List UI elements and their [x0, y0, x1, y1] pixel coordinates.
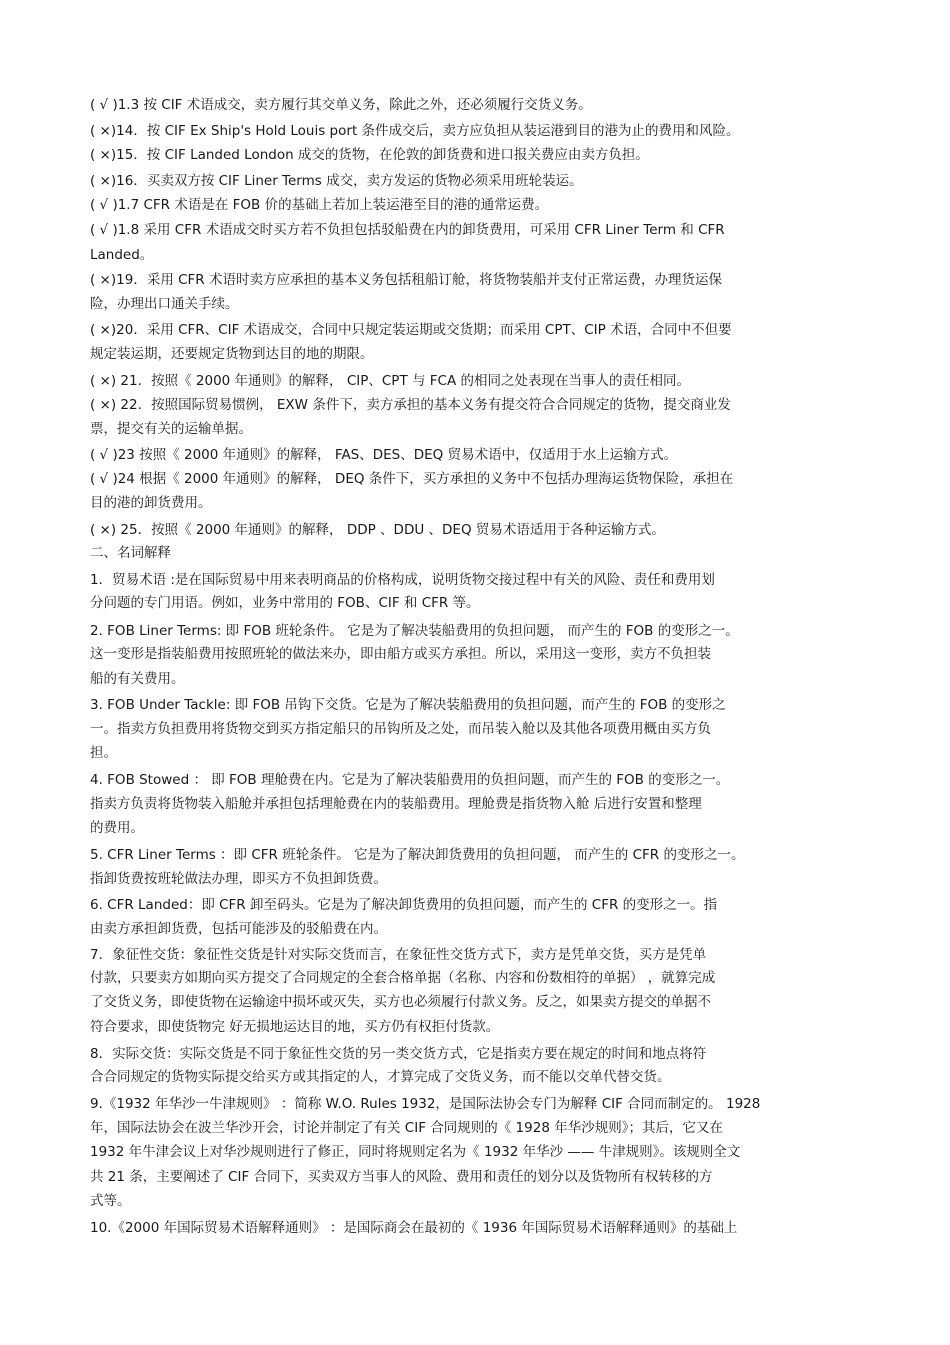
text-line: 6. CFR Landed：即 CFR 卸至码头。它是为了解决卸货费用的负担问题，而产生的 CFR 的变形之一。指 — [90, 897, 718, 913]
text-line: ( √ )1.8 采用 CFR 术语成交时买方若不负担包括驳船费在内的卸货费用，可采用 CFR Liner Term 和 CFR — [90, 222, 725, 238]
text-line: ( √ )1.3 按 CIF 术语成交，卖方履行其交单义务，除此之外，还必须履行交货义务。 — [90, 97, 592, 113]
text-line: 指卖方负责将货物装入船舱并承担包括理舱费在内的装船费用。理舱费是指货物入舱 后进行安置和整理 — [90, 796, 702, 812]
text-line: 指卸货费按班轮做法办理，即买方不负担卸货费。 — [90, 871, 387, 887]
text-line: 票，提交有关的运输单据。 — [90, 421, 252, 437]
text-line: 合合同规定的货物实际提交给买方或其指定的人，才算完成了交货义务，而不能以交单代替交货。 — [90, 1069, 671, 1085]
text-line: 这一变形是指装船费用按照班轮的做法来办，即由船方或买方承担。所以，采用这一变形，卖方不负担装 — [90, 646, 711, 662]
text-line: 一。指卖方负担费用将货物交到买方指定船只的吊钩所及之处，而吊装入舱以及其他各项费用概由买方负 — [90, 721, 711, 737]
text-line: ( √ )23 按照《 2000 年通则》的解释， FAS、DES、DEQ 贸易术语中，仅适用于水上运输方式。 — [90, 447, 678, 463]
text-line: 1932 年牛津会议上对华沙规则进行了修正，同时将规则定名为《 1932 年华沙 —— 牛津规则》。该规则全文 — [90, 1144, 741, 1160]
text-line: 了交货义务，即使货物在运输途中损坏或灭失，买方也必须履行付款义务。反之，如果卖方提交的单据不 — [90, 994, 711, 1010]
text-line: 9.《1932 年华沙一牛津规则》 ：简称 W.O. Rules 1932，是国际法协会专门为解释 CIF 合同而制定的。 1928 — [90, 1096, 761, 1112]
text-line: 8．实际交货：实际交货是不同于象征性交货的另一类交货方式，它是指卖方要在规定的时间和地点将符 — [90, 1046, 707, 1062]
text-line: ( ×) 25．按照《 2000 年通则》的解释， DDP 、DDU 、DEQ 贸易术语适用于各种运输方式。 — [90, 522, 665, 538]
text-line: 2. FOB Liner Terms: 即 FOB 班轮条件。 它是为了解决装船费用的负担问题， 而产生的 FOB 的变形之一。 — [90, 623, 739, 639]
text-line: 式等。 — [90, 1193, 131, 1209]
text-line: ( √ )24 根据《 2000 年通则》的解释， DEQ 条件下，买方承担的义务中不包括办理海运货物保险，承担在 — [90, 471, 734, 487]
text-line: 5. CFR Liner Terms ：即 CFR 班轮条件。 它是为了解决卸货费用的负担问题， 而产生的 CFR 的变形之一。 — [90, 847, 745, 863]
text-line: ( ×)16．买卖双方按 CIF Liner Terms 成交，卖方发运的货物必须采用班轮装运。 — [90, 173, 583, 189]
text-line: 4. FOB Stowed ： 即 FOB 理舱费在内。它是为了解决装船费用的负担问题，而产生的 FOB 的变形之一。 — [90, 772, 730, 788]
text-line: 10.《2000 年国际贸易术语解释通则》 ：是国际商会在最初的《 1936 年国际贸易术语解释通则》的基础上 — [90, 1220, 738, 1236]
text-line: 7．象征性交货：象征性交货是针对实际交货而言，在象征性交货方式下，卖方是凭单交货，买方是凭单 — [90, 947, 707, 963]
text-line: ( ×)14．按 CIF Ex Ship's Hold Louis port 条件成交后，卖方应负担从装运港到目的港为止的费用和风险。 — [90, 123, 740, 139]
text-line: ( √ )1.7 CFR 术语是在 FOB 价的基础上若加上装运港至目的港的通常运费。 — [90, 197, 549, 213]
text-line: ( ×)15．按 CIF Landed London 成交的货物，在伦敦的卸货费和进口报关费应由卖方负担。 — [90, 147, 649, 163]
text-line: 1．贸易术语 :是在国际贸易中用来表明商品的价格构成，说明货物交接过程中有关的风险、责任和费用划 — [90, 572, 715, 588]
text-line: ( ×) 22．按照国际贸易惯例， EXW 条件下，卖方承担的基本义务有提交符合合同规定的货物，提交商业发 — [90, 397, 731, 413]
text-line: 符合要求，即使货物完 好无损地运达目的地，买方仍有权拒付货款。 — [90, 1019, 500, 1035]
text-line: 分问题的专门用语。例如，业务中常用的 FOB、CIF 和 CFR 等。 — [90, 595, 480, 611]
text-line: 由卖方承担卸货费，包括可能涉及的驳船费在内。 — [90, 921, 387, 937]
text-line: 付款，只要卖方如期向买方提交了合同规定的全套合格单据（名称、内容和份数相符的单据） ，就算完成 — [90, 970, 716, 986]
text-line: 担。 — [90, 745, 117, 761]
text-line: ( ×)20．采用 CFR、CIF 术语成交，合同中只规定装运期或交货期；而采用 CPT、CIP 术语，合同中不但要 — [90, 322, 732, 338]
text-line: 共 21 条，主要阐述了 CIF 合同下，买卖双方当事人的风险、费用和责任的划分以及货物所有权转移的方 — [90, 1169, 713, 1185]
text-line: 3. FOB Under Tackle: 即 FOB 吊钩下交货。它是为了解决装船费用的负担问题，而产生的 FOB 的变形之 — [90, 697, 726, 713]
text-line: 规定装运期，还要规定货物到达目的地的期限。 — [90, 346, 374, 362]
text-line: ( ×) 21．按照《 2000 年通则》的解释， CIP、CPT 与 FCA 的相同之处表现在当事人的责任相同。 — [90, 373, 690, 389]
text-line: ( ×)19．采用 CFR 术语时卖方应承担的基本义务包括租船订舱，将货物装船并支付正常运费，办理货运保 — [90, 272, 722, 288]
text-line: 目的港的卸货费用。 — [90, 495, 212, 511]
text-line: 险，办理出口通关手续。 — [90, 296, 239, 312]
text-line: Landed。 — [90, 247, 154, 263]
section-heading: 二、名词解释 — [90, 545, 171, 561]
text-line: 年，国际法协会在波兰华沙开会，讨论并制定了有关 CIF 合同规则的《 1928 年华沙规则》；其后，它又在 — [90, 1120, 723, 1136]
text-line: 的费用。 — [90, 820, 144, 836]
text-line: 船的有关费用。 — [90, 671, 185, 687]
